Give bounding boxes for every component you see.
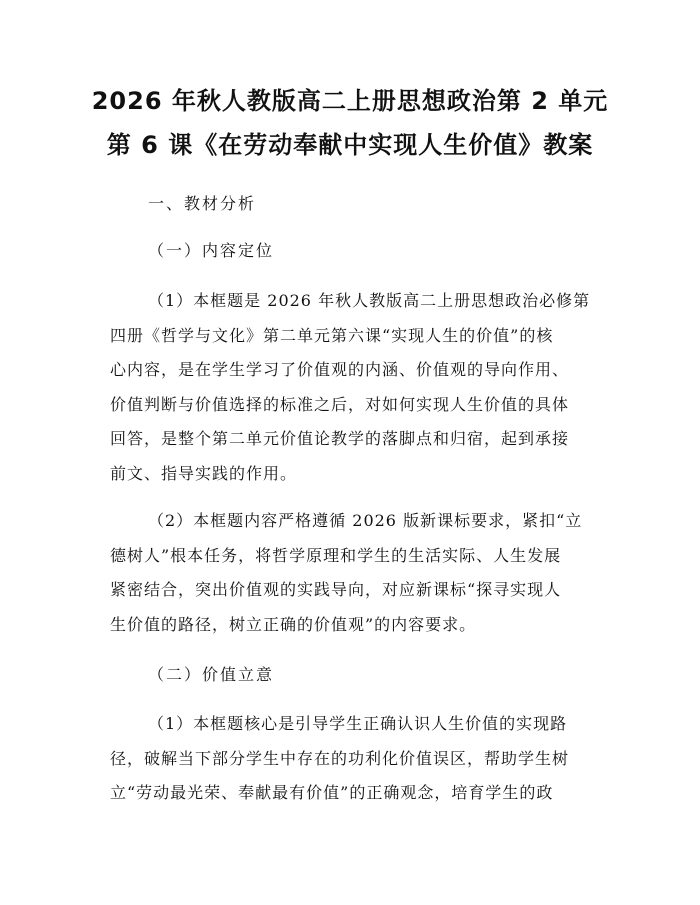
document-title-line-2: 第 6 课《在劳动奉献中实现人生价值》教案 [106, 131, 594, 159]
document-title-line-1: 2026 年秋人教版高二上册思想政治第 2 单元 [91, 87, 609, 115]
paragraph-3 [110, 707, 604, 811]
paragraph-line: 德树人”根本任务，将哲学原理和学生的生活实际、人生发展 [110, 545, 562, 565]
paragraph-line: （2）本框题内容严格遵循 2026 版新课标要求，紧扣“立 [148, 511, 583, 530]
paragraph-line: 心内容，是在学生学习了价值观的内涵、价值观的导向作用、 [110, 360, 570, 379]
subsection-heading-value-intent: （二）价值立意 [148, 665, 275, 684]
paragraph-line: 回答，是整个第二单元价值论教学的落脚点和归宿，起到承接 [110, 429, 570, 448]
paragraph-line: 价值判断与价值选择的标准之后，对如何实现人生价值的具体 [110, 394, 570, 414]
paragraph-line: 立“劳动最光荣、奉献最有价值”的正确观念，培育学生的政 [110, 783, 554, 802]
paragraph-line: 前文、指导实践的作用。 [110, 463, 298, 483]
paragraph-1 [110, 284, 604, 491]
paragraph-line: 四册《哲学与文化》第二单元第六课“实现人生的价值”的核 [110, 325, 554, 345]
paragraph-line: 径，破解当下部分学生中存在的功利化价值误区，帮助学生树 [110, 748, 570, 768]
section-heading-teaching-material-analysis: 一、教材分析 [148, 194, 257, 213]
paragraph-2 [110, 504, 604, 642]
paragraph-line: 紧密结合，突出价值观的实践导向，对应新课标“探寻实现人 [110, 580, 562, 599]
paragraph-line: （1）本框题核心是引导学生正确认识人生价值的实现路 [148, 714, 568, 733]
paragraph-line: 生价值的路径，树立正确的价值观”的内容要求。 [110, 614, 477, 634]
paragraph-line: （1）本框题是 2026 年秋人教版高二上册思想政治必修第 [148, 291, 591, 310]
subsection-heading-content-positioning: （一）内容定位 [148, 241, 275, 260]
